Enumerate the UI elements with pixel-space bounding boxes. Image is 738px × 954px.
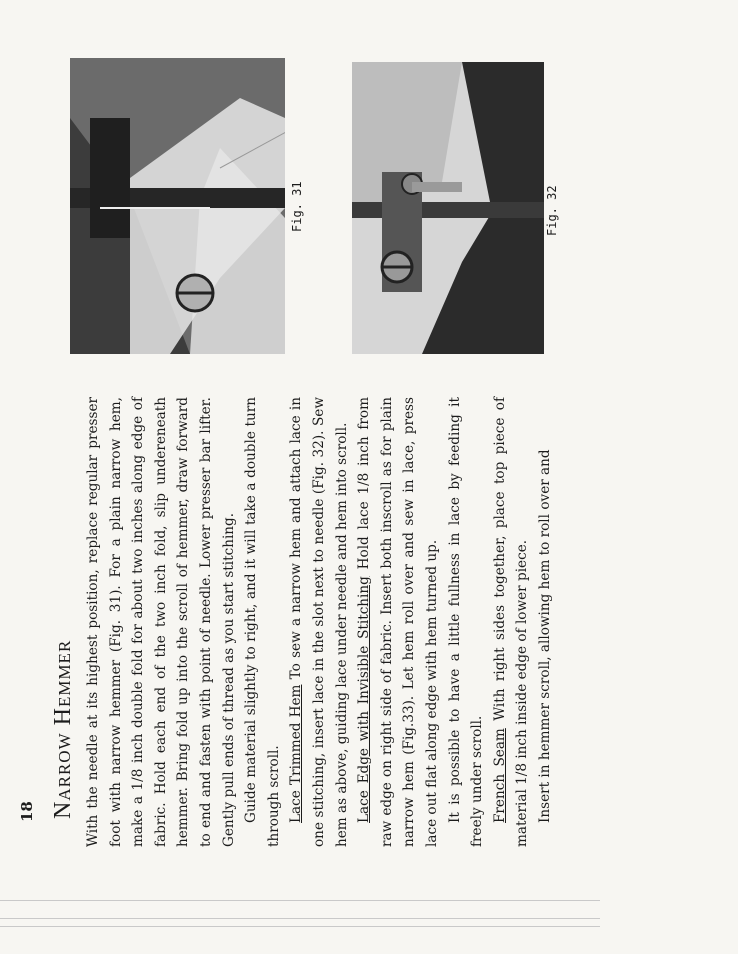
figure-32-photo (352, 62, 544, 354)
paragraph-lace-trimmed (285, 397, 353, 847)
text-french-seam: With right sides together, place top piece of material 1/8 inch inside edge of lower piece. (491, 397, 531, 847)
paragraph-intro: With the needle at its highest position, replace regular presser foot with narrow hemmer (Fig. 31). For a plain narrow hem, make a 1/8 inch double fold for about two inches along edge of fabric. Hold each end of the two inch fold, slip undereneath hemmer. Bring fold up into the scroll of hemmer, draw forward to end and fasten with point of needle. Lower presser bar lifter. Gently pull ends of thread as you start stitching. (85, 397, 237, 847)
heading-french-seam: French Seam (491, 728, 508, 823)
figure-31-photo (70, 58, 285, 354)
paragraph-french-seam (489, 397, 534, 847)
figure-32-caption: Fig. 32 (545, 185, 559, 236)
scan-artifact (0, 926, 600, 927)
heading-lace-edge: Lace Edge with Invisible Stitching (356, 576, 373, 823)
fig32-image (352, 62, 544, 354)
paragraph-insert: Insert in hemmer scroll, allowing hem to roll over and (536, 449, 553, 823)
paragraph-guide: Guide material slightly to right, and it will take a double turn through scroll. (243, 397, 282, 847)
page-number: 18 (18, 801, 36, 822)
paragraph-fullness: It is possible to have a little fullness in lace by feeding it freely under scroll. (446, 397, 486, 847)
heading-lace-trimmed: Lace Trimmed Hem (288, 684, 305, 823)
scan-artifact (0, 918, 600, 919)
fig31-image (70, 58, 285, 354)
page-title: Narrow Hemmer (50, 639, 76, 819)
scan-artifact (0, 900, 600, 901)
figure-31-caption: Fig. 31 (290, 181, 304, 232)
text-lace-trimmed: To sew a narrow hem and attach lace in one stitching, insert lace in the slot next to needle (Fig. 32). Sew hem as above, guiding lace under needle and hem into scroll. (288, 397, 350, 847)
paragraph-lace-edge (353, 397, 443, 847)
text-column (48, 397, 608, 847)
text-lace-edge: Hold lace 1/8 inch from raw edge on right side of fabric. Insert both inscroll as for plain narrow hem (Fig.33). Let hem roll over and sew in lace, press lace out flat along edge with hem turned up. (356, 397, 440, 847)
